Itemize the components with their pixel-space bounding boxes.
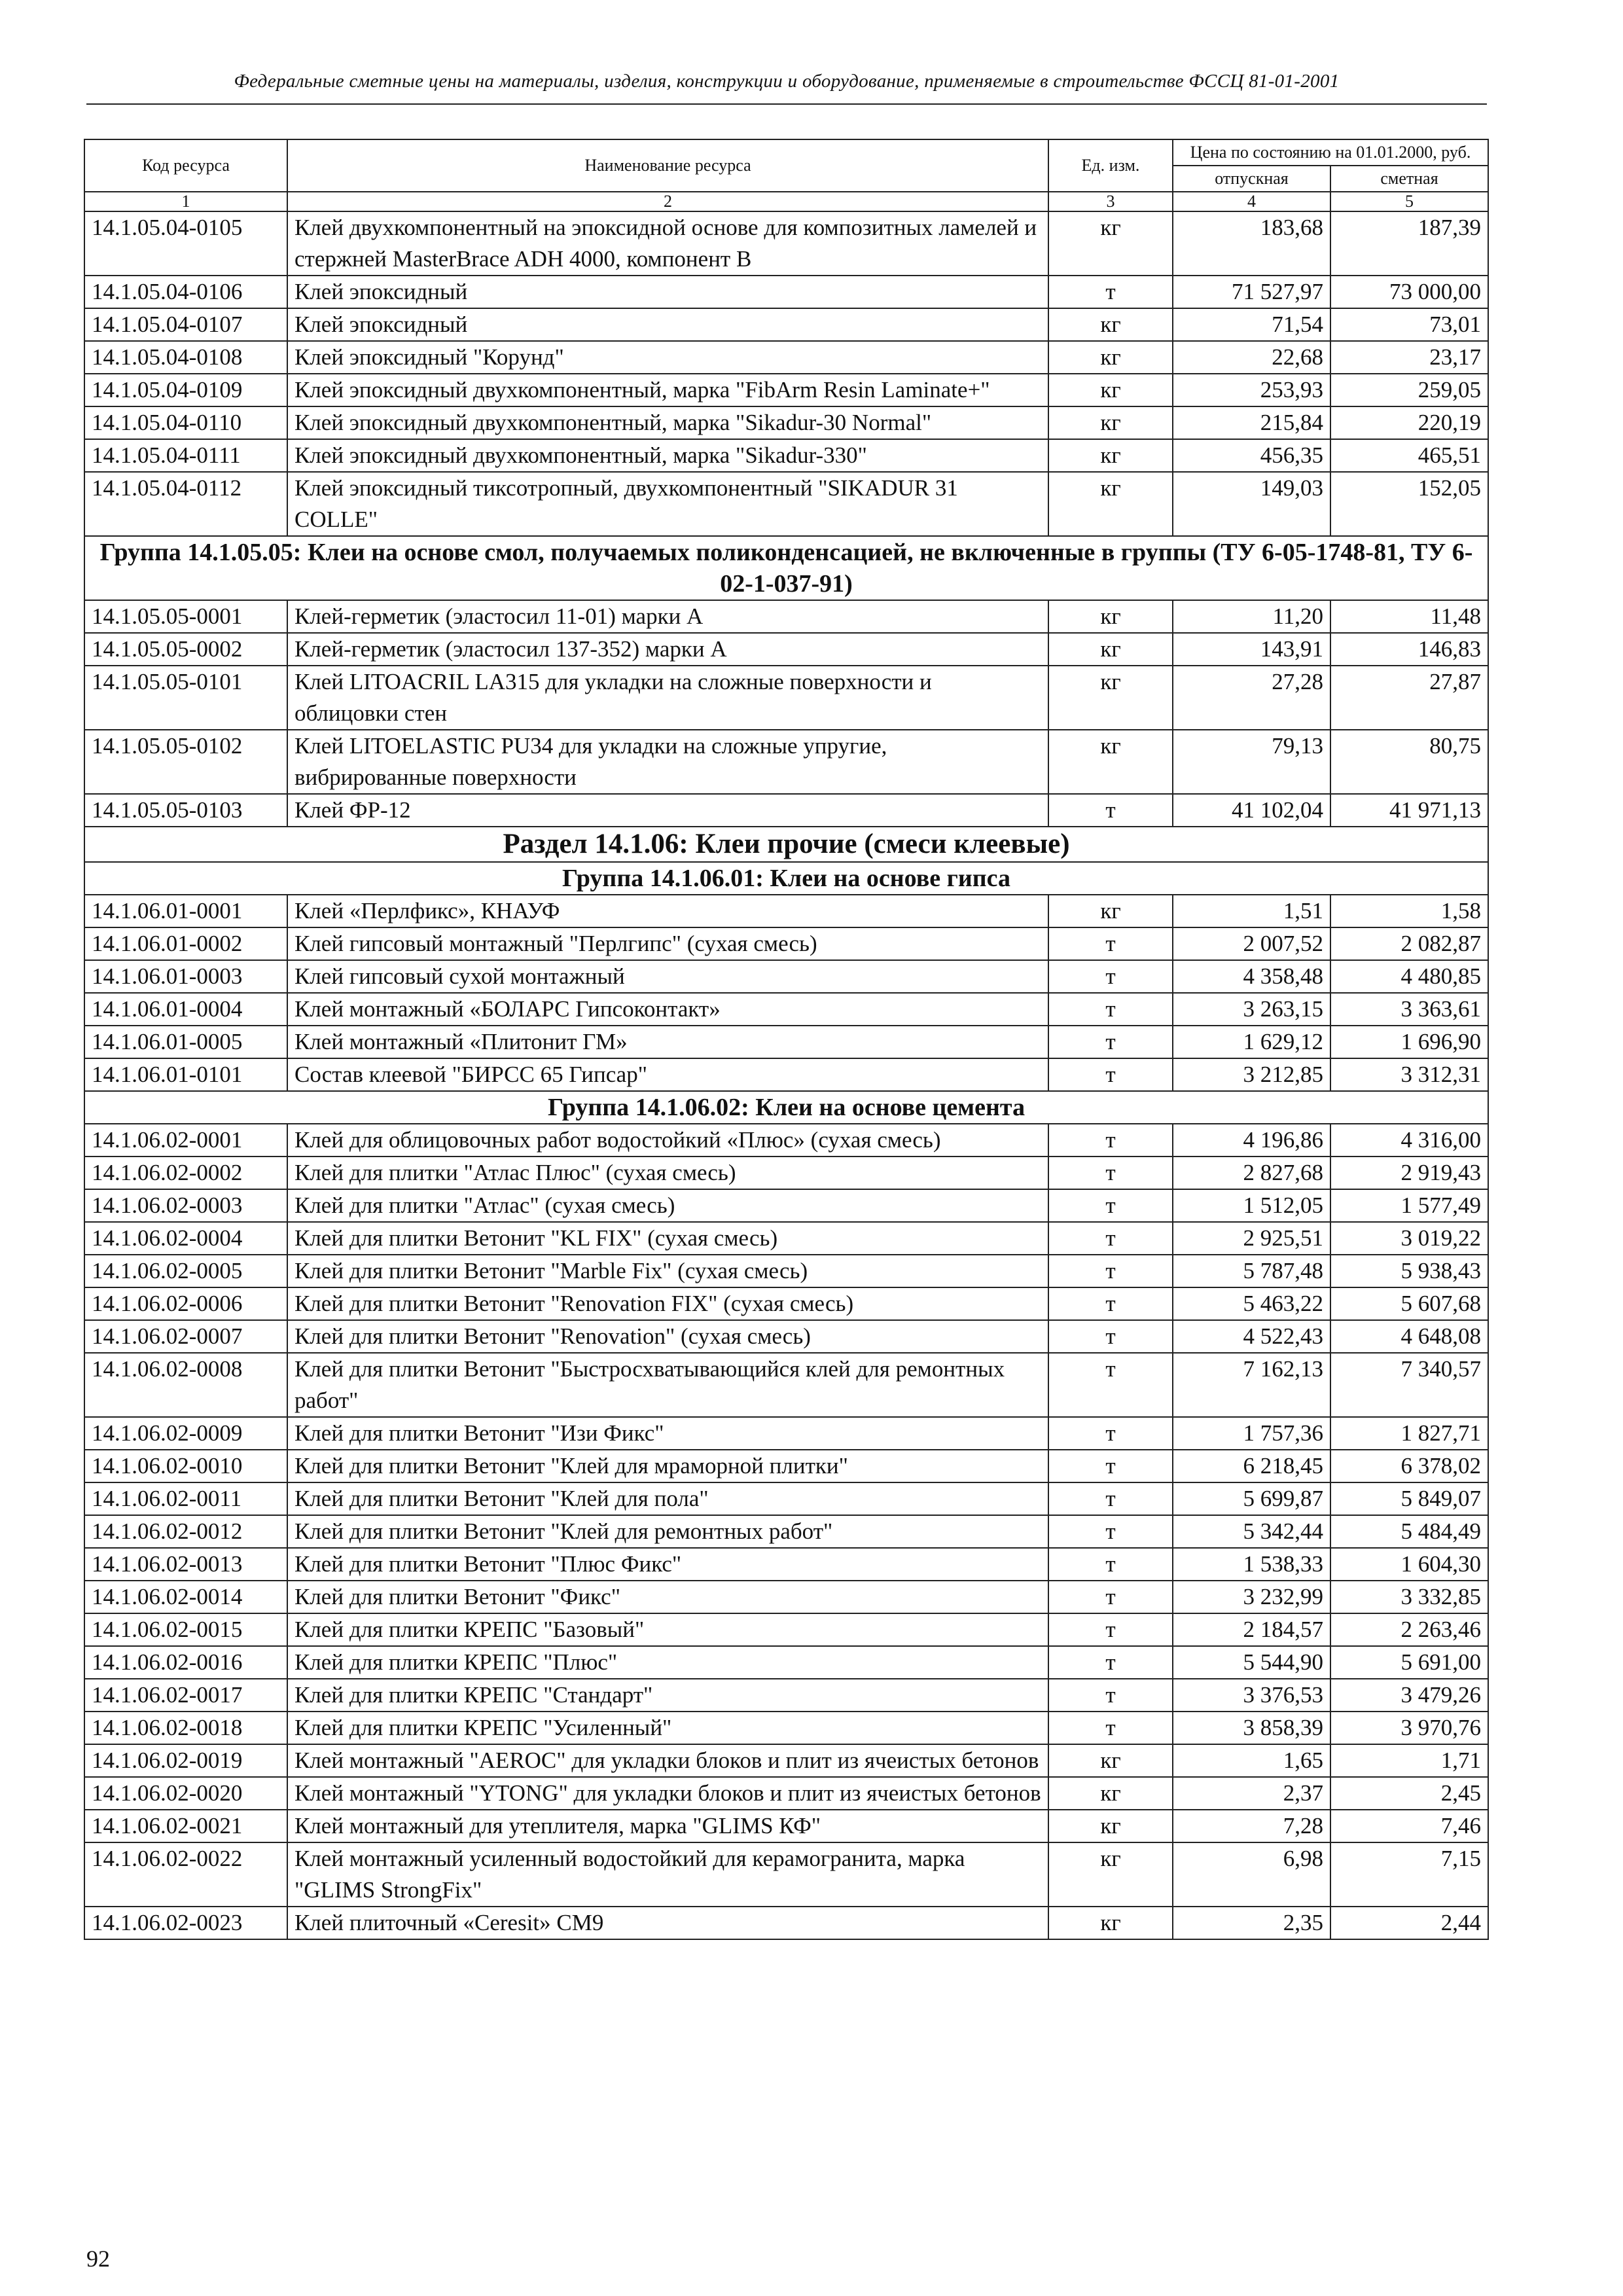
cell-name: Клей для плитки Ветонит "Renovation" (сухая смесь) bbox=[287, 1320, 1048, 1353]
table-row bbox=[84, 730, 1488, 794]
cell-code: 14.1.06.02-0005 bbox=[84, 1255, 287, 1287]
cell-price-estimate: 3 479,26 bbox=[1330, 1679, 1488, 1712]
cell-name: Клей гипсовый монтажный "Перлгипс" (сухая смесь) bbox=[287, 927, 1048, 960]
cell-name: Клей плиточный «Ceresit» CM9 bbox=[287, 1907, 1048, 1939]
cell-price-release: 2 007,52 bbox=[1173, 927, 1330, 960]
cell-code: 14.1.06.02-0006 bbox=[84, 1287, 287, 1320]
cell-unit: т bbox=[1048, 1189, 1173, 1222]
table-row bbox=[84, 1548, 1488, 1581]
cell-name: Клей монтажный усиленный водостойкий для керамогранита, марка "GLIMS StrongFix" bbox=[287, 1842, 1048, 1907]
cell-unit: т bbox=[1048, 1581, 1173, 1613]
cell-unit: т bbox=[1048, 1417, 1173, 1450]
cell-unit: т bbox=[1048, 794, 1173, 827]
cell-price-release: 71,54 bbox=[1173, 308, 1330, 341]
table-row bbox=[84, 960, 1488, 993]
cell-price-release: 3 263,15 bbox=[1173, 993, 1330, 1026]
cell-name: Клей для облицовочных работ водостойкий «Плюс» (сухая смесь) bbox=[287, 1124, 1048, 1157]
cell-price-release: 22,68 bbox=[1173, 341, 1330, 374]
cell-price-release: 5 463,22 bbox=[1173, 1287, 1330, 1320]
cell-name: Клей монтажный «Плитонит ГМ» bbox=[287, 1026, 1048, 1058]
table-row bbox=[84, 1744, 1488, 1777]
cell-price-release: 1,51 bbox=[1173, 895, 1330, 927]
cell-unit: т bbox=[1048, 1026, 1173, 1058]
cell-code: 14.1.06.02-0001 bbox=[84, 1124, 287, 1157]
cell-unit: кг bbox=[1048, 730, 1173, 794]
cell-price-release: 5 699,87 bbox=[1173, 1482, 1330, 1515]
page-header: Федеральные сметные цены на материалы, изделия, конструкции и оборудование, применяемые в строительстве ФССЦ 81-01-2001 bbox=[234, 71, 1340, 92]
cell-price-release: 27,28 bbox=[1173, 666, 1330, 730]
cell-price-release: 4 358,48 bbox=[1173, 960, 1330, 993]
header-divider bbox=[86, 103, 1487, 105]
cell-price-estimate: 1,58 bbox=[1330, 895, 1488, 927]
table-row bbox=[84, 1157, 1488, 1189]
cell-unit: кг bbox=[1048, 1744, 1173, 1777]
cell-price-estimate: 1,71 bbox=[1330, 1744, 1488, 1777]
cell-name: Клей для плитки КРЕПС "Базовый" bbox=[287, 1613, 1048, 1646]
cell-price-release: 3 232,99 bbox=[1173, 1581, 1330, 1613]
table-row bbox=[84, 927, 1488, 960]
table-row bbox=[84, 374, 1488, 406]
cell-name: Клей «Перлфикс», КНАУФ bbox=[287, 895, 1048, 927]
col-header-price-group: Цена по состоянию на 01.01.2000, руб. bbox=[1173, 139, 1488, 166]
cell-unit: т bbox=[1048, 1255, 1173, 1287]
table-row bbox=[84, 1810, 1488, 1842]
cell-code: 14.1.06.02-0010 bbox=[84, 1450, 287, 1482]
group-heading: Группа 14.1.05.05: Клеи на основе смол, получаемых поликонденсацией, не включенные в группы (ТУ 6-05-1748-81, ТУ 6-02-1-037-91) bbox=[84, 536, 1488, 600]
cell-price-estimate: 5 484,49 bbox=[1330, 1515, 1488, 1548]
table-row bbox=[84, 341, 1488, 374]
cell-unit: т bbox=[1048, 1320, 1173, 1353]
cell-name: Клей для плитки Ветонит "KL FIX" (сухая смесь) bbox=[287, 1222, 1048, 1255]
cell-unit: кг bbox=[1048, 1777, 1173, 1810]
cell-price-estimate: 4 648,08 bbox=[1330, 1320, 1488, 1353]
cell-unit: кг bbox=[1048, 341, 1173, 374]
cell-code: 14.1.06.02-0019 bbox=[84, 1744, 287, 1777]
cell-code: 14.1.05.05-0102 bbox=[84, 730, 287, 794]
cell-name: Клей двухкомпонентный на эпоксидной основе для композитных ламелей и стержней MasterBrace ADH 4000, компонент В bbox=[287, 211, 1048, 276]
cell-unit: кг bbox=[1048, 1810, 1173, 1842]
cell-code: 14.1.05.05-0002 bbox=[84, 633, 287, 666]
cell-name: Клей для плитки Ветонит "Изи Фикс" bbox=[287, 1417, 1048, 1450]
cell-unit: кг bbox=[1048, 472, 1173, 536]
cell-price-estimate: 187,39 bbox=[1330, 211, 1488, 276]
cell-name: Клей для плитки КРЕПС "Стандарт" bbox=[287, 1679, 1048, 1712]
cell-code: 14.1.06.02-0020 bbox=[84, 1777, 287, 1810]
cell-price-release: 6 218,45 bbox=[1173, 1450, 1330, 1482]
cell-price-estimate: 5 691,00 bbox=[1330, 1646, 1488, 1679]
cell-code: 14.1.05.04-0108 bbox=[84, 341, 287, 374]
cell-unit: кг bbox=[1048, 600, 1173, 633]
cell-unit: кг bbox=[1048, 1842, 1173, 1907]
table-row bbox=[84, 1515, 1488, 1548]
cell-price-estimate: 5 938,43 bbox=[1330, 1255, 1488, 1287]
cell-code: 14.1.06.02-0009 bbox=[84, 1417, 287, 1450]
cell-name: Клей эпоксидный bbox=[287, 276, 1048, 308]
cell-unit: т bbox=[1048, 1482, 1173, 1515]
cell-price-release: 71 527,97 bbox=[1173, 276, 1330, 308]
col-header-price-estimate: сметная bbox=[1330, 166, 1488, 192]
cell-price-estimate: 152,05 bbox=[1330, 472, 1488, 536]
cell-price-estimate: 41 971,13 bbox=[1330, 794, 1488, 827]
cell-name: Клей эпоксидный bbox=[287, 308, 1048, 341]
cell-name: Клей для плитки Ветонит "Клей для мраморной плитки" bbox=[287, 1450, 1048, 1482]
cell-code: 14.1.05.05-0103 bbox=[84, 794, 287, 827]
table-row bbox=[84, 633, 1488, 666]
table-row bbox=[84, 1255, 1488, 1287]
cell-code: 14.1.06.01-0002 bbox=[84, 927, 287, 960]
cell-price-estimate: 3 332,85 bbox=[1330, 1581, 1488, 1613]
group-heading: Группа 14.1.06.01: Клеи на основе гипса bbox=[84, 862, 1488, 895]
cell-price-estimate: 73,01 bbox=[1330, 308, 1488, 341]
cell-name: Клей для плитки Ветонит "Клей для пола" bbox=[287, 1482, 1048, 1515]
table-row bbox=[84, 1353, 1488, 1417]
table-row bbox=[84, 1058, 1488, 1091]
cell-price-release: 149,03 bbox=[1173, 472, 1330, 536]
table-row bbox=[84, 439, 1488, 472]
cell-price-release: 7 162,13 bbox=[1173, 1353, 1330, 1417]
table-row bbox=[84, 1320, 1488, 1353]
col-number: 1 bbox=[84, 192, 287, 211]
cell-code: 14.1.06.02-0002 bbox=[84, 1157, 287, 1189]
cell-unit: т bbox=[1048, 993, 1173, 1026]
cell-price-estimate: 5 607,68 bbox=[1330, 1287, 1488, 1320]
cell-unit: т bbox=[1048, 1353, 1173, 1417]
cell-price-release: 1 512,05 bbox=[1173, 1189, 1330, 1222]
col-header-price-release: отпускная bbox=[1173, 166, 1330, 192]
cell-price-release: 2 827,68 bbox=[1173, 1157, 1330, 1189]
cell-price-release: 3 376,53 bbox=[1173, 1679, 1330, 1712]
table-row bbox=[84, 1026, 1488, 1058]
cell-name: Клей эпоксидный двухкомпонентный, марка "FibArm Resin Laminate+" bbox=[287, 374, 1048, 406]
cell-price-estimate: 2 263,46 bbox=[1330, 1613, 1488, 1646]
cell-unit: кг bbox=[1048, 633, 1173, 666]
cell-price-release: 1,65 bbox=[1173, 1744, 1330, 1777]
cell-unit: т bbox=[1048, 927, 1173, 960]
cell-price-release: 1 629,12 bbox=[1173, 1026, 1330, 1058]
cell-price-release: 4 196,86 bbox=[1173, 1124, 1330, 1157]
cell-name: Клей для плитки Ветонит "Быстросхватывающийся клей для ремонтных работ" bbox=[287, 1353, 1048, 1417]
cell-code: 14.1.06.02-0017 bbox=[84, 1679, 287, 1712]
cell-price-estimate: 4 316,00 bbox=[1330, 1124, 1488, 1157]
col-number: 2 bbox=[287, 192, 1048, 211]
cell-code: 14.1.06.02-0012 bbox=[84, 1515, 287, 1548]
section-row bbox=[84, 827, 1488, 862]
cell-price-estimate: 80,75 bbox=[1330, 730, 1488, 794]
cell-name: Клей для плитки "Атлас" (сухая смесь) bbox=[287, 1189, 1048, 1222]
table-row bbox=[84, 1287, 1488, 1320]
cell-code: 14.1.06.02-0013 bbox=[84, 1548, 287, 1581]
cell-code: 14.1.06.01-0004 bbox=[84, 993, 287, 1026]
cell-price-estimate: 1 827,71 bbox=[1330, 1417, 1488, 1450]
cell-price-release: 2,35 bbox=[1173, 1907, 1330, 1939]
cell-name: Клей для плитки Ветонит "Marble Fix" (сухая смесь) bbox=[287, 1255, 1048, 1287]
col-number: 5 bbox=[1330, 192, 1488, 211]
col-header-unit: Ед. изм. bbox=[1048, 139, 1173, 192]
cell-code: 14.1.05.04-0112 bbox=[84, 472, 287, 536]
table-row bbox=[84, 600, 1488, 633]
cell-name: Клей для плитки Ветонит "Renovation FIX" (сухая смесь) bbox=[287, 1287, 1048, 1320]
table-row bbox=[84, 794, 1488, 827]
section-heading: Раздел 14.1.06: Клеи прочие (смеси клеевые) bbox=[84, 827, 1488, 862]
table-row bbox=[84, 1842, 1488, 1907]
cell-price-release: 1 757,36 bbox=[1173, 1417, 1330, 1450]
table-row bbox=[84, 993, 1488, 1026]
table-row bbox=[84, 1189, 1488, 1222]
table-row bbox=[84, 1613, 1488, 1646]
price-table bbox=[84, 139, 1489, 1940]
cell-unit: кг bbox=[1048, 211, 1173, 276]
cell-price-estimate: 1 696,90 bbox=[1330, 1026, 1488, 1058]
cell-code: 14.1.06.02-0014 bbox=[84, 1581, 287, 1613]
cell-name: Клей для плитки Ветонит "Плюс Фикс" bbox=[287, 1548, 1048, 1581]
cell-price-estimate: 27,87 bbox=[1330, 666, 1488, 730]
cell-unit: кг bbox=[1048, 406, 1173, 439]
table-row bbox=[84, 1907, 1488, 1939]
cell-name: Клей-герметик (эластосил 11-01) марки А bbox=[287, 600, 1048, 633]
cell-code: 14.1.06.01-0005 bbox=[84, 1026, 287, 1058]
col-number: 3 bbox=[1048, 192, 1173, 211]
col-header-name: Наименование ресурса bbox=[287, 139, 1048, 192]
col-header-code: Код ресурса bbox=[84, 139, 287, 192]
cell-code: 14.1.06.02-0023 bbox=[84, 1907, 287, 1939]
table-row bbox=[84, 666, 1488, 730]
cell-code: 14.1.06.02-0011 bbox=[84, 1482, 287, 1515]
table-row bbox=[84, 308, 1488, 341]
cell-unit: т bbox=[1048, 1124, 1173, 1157]
cell-unit: кг bbox=[1048, 895, 1173, 927]
cell-price-release: 2,37 bbox=[1173, 1777, 1330, 1810]
cell-price-estimate: 7 340,57 bbox=[1330, 1353, 1488, 1417]
cell-price-release: 5 342,44 bbox=[1173, 1515, 1330, 1548]
cell-code: 14.1.05.04-0110 bbox=[84, 406, 287, 439]
cell-unit: т bbox=[1048, 960, 1173, 993]
cell-price-estimate: 7,46 bbox=[1330, 1810, 1488, 1842]
cell-price-release: 456,35 bbox=[1173, 439, 1330, 472]
cell-unit: т bbox=[1048, 1222, 1173, 1255]
cell-price-estimate: 7,15 bbox=[1330, 1842, 1488, 1907]
cell-price-estimate: 3 019,22 bbox=[1330, 1222, 1488, 1255]
cell-unit: т bbox=[1048, 1646, 1173, 1679]
cell-unit: т bbox=[1048, 1679, 1173, 1712]
cell-name: Клей LITOACRIL LA315 для укладки на сложные поверхности и облицовки стен bbox=[287, 666, 1048, 730]
cell-price-estimate: 146,83 bbox=[1330, 633, 1488, 666]
group-row bbox=[84, 862, 1488, 895]
cell-code: 14.1.05.05-0101 bbox=[84, 666, 287, 730]
table-row bbox=[84, 472, 1488, 536]
cell-code: 14.1.05.04-0111 bbox=[84, 439, 287, 472]
cell-name: Состав клеевой "БИРСС 65 Гипсар" bbox=[287, 1058, 1048, 1091]
cell-price-estimate: 259,05 bbox=[1330, 374, 1488, 406]
cell-name: Клей эпоксидный двухкомпонентный, марка "Sikadur-330" bbox=[287, 439, 1048, 472]
cell-price-release: 183,68 bbox=[1173, 211, 1330, 276]
cell-name: Клей для плитки КРЕПС "Плюс" bbox=[287, 1646, 1048, 1679]
cell-price-estimate: 3 970,76 bbox=[1330, 1712, 1488, 1744]
col-number: 4 bbox=[1173, 192, 1330, 211]
cell-unit: кг bbox=[1048, 666, 1173, 730]
group-row bbox=[84, 536, 1488, 600]
table-row bbox=[84, 1482, 1488, 1515]
cell-price-estimate: 5 849,07 bbox=[1330, 1482, 1488, 1515]
cell-price-release: 215,84 bbox=[1173, 406, 1330, 439]
cell-price-estimate: 220,19 bbox=[1330, 406, 1488, 439]
cell-unit: т bbox=[1048, 1287, 1173, 1320]
cell-price-estimate: 4 480,85 bbox=[1330, 960, 1488, 993]
cell-code: 14.1.06.02-0016 bbox=[84, 1646, 287, 1679]
cell-price-release: 5 544,90 bbox=[1173, 1646, 1330, 1679]
cell-price-release: 253,93 bbox=[1173, 374, 1330, 406]
group-heading: Группа 14.1.06.02: Клеи на основе цемента bbox=[84, 1091, 1488, 1124]
cell-price-estimate: 2 919,43 bbox=[1330, 1157, 1488, 1189]
table-row bbox=[84, 406, 1488, 439]
cell-price-estimate: 23,17 bbox=[1330, 341, 1488, 374]
cell-unit: т bbox=[1048, 1515, 1173, 1548]
cell-code: 14.1.05.05-0001 bbox=[84, 600, 287, 633]
cell-code: 14.1.06.01-0101 bbox=[84, 1058, 287, 1091]
cell-price-release: 1 538,33 bbox=[1173, 1548, 1330, 1581]
cell-unit: кг bbox=[1048, 308, 1173, 341]
cell-name: Клей ФР-12 bbox=[287, 794, 1048, 827]
cell-price-release: 5 787,48 bbox=[1173, 1255, 1330, 1287]
cell-price-estimate: 1 604,30 bbox=[1330, 1548, 1488, 1581]
cell-code: 14.1.05.04-0107 bbox=[84, 308, 287, 341]
cell-unit: т bbox=[1048, 1548, 1173, 1581]
cell-price-estimate: 2,44 bbox=[1330, 1907, 1488, 1939]
table-row bbox=[84, 1712, 1488, 1744]
cell-name: Клей монтажный «БОЛАРС Гипсоконтакт» bbox=[287, 993, 1048, 1026]
cell-price-release: 41 102,04 bbox=[1173, 794, 1330, 827]
cell-name: Клей монтажный для утеплителя, марка "GLIMS КФ" bbox=[287, 1810, 1048, 1842]
cell-price-release: 2 925,51 bbox=[1173, 1222, 1330, 1255]
cell-price-release: 4 522,43 bbox=[1173, 1320, 1330, 1353]
cell-price-estimate: 3 312,31 bbox=[1330, 1058, 1488, 1091]
cell-name: Клей монтажный "YTONG" для укладки блоков и плит из ячеистых бетонов bbox=[287, 1777, 1048, 1810]
cell-price-release: 6,98 bbox=[1173, 1842, 1330, 1907]
table-row bbox=[84, 895, 1488, 927]
cell-unit: т bbox=[1048, 1712, 1173, 1744]
cell-price-release: 2 184,57 bbox=[1173, 1613, 1330, 1646]
table-header bbox=[84, 139, 1488, 211]
table-row bbox=[84, 211, 1488, 276]
cell-code: 14.1.05.04-0109 bbox=[84, 374, 287, 406]
cell-price-estimate: 11,48 bbox=[1330, 600, 1488, 633]
cell-price-estimate: 73 000,00 bbox=[1330, 276, 1488, 308]
table-row bbox=[84, 1679, 1488, 1712]
cell-code: 14.1.06.02-0021 bbox=[84, 1810, 287, 1842]
cell-name: Клей эпоксидный двухкомпонентный, марка "Sikadur-30 Normal" bbox=[287, 406, 1048, 439]
cell-name: Клей монтажный "AEROC" для укладки блоков и плит из ячеистых бетонов bbox=[287, 1744, 1048, 1777]
table-row bbox=[84, 1646, 1488, 1679]
cell-price-release: 3 858,39 bbox=[1173, 1712, 1330, 1744]
cell-code: 14.1.06.02-0003 bbox=[84, 1189, 287, 1222]
cell-name: Клей-герметик (эластосил 137-352) марки А bbox=[287, 633, 1048, 666]
cell-unit: т bbox=[1048, 276, 1173, 308]
cell-code: 14.1.06.02-0022 bbox=[84, 1842, 287, 1907]
cell-unit: кг bbox=[1048, 374, 1173, 406]
cell-unit: т bbox=[1048, 1450, 1173, 1482]
cell-price-estimate: 3 363,61 bbox=[1330, 993, 1488, 1026]
cell-unit: т bbox=[1048, 1157, 1173, 1189]
cell-code: 14.1.05.04-0105 bbox=[84, 211, 287, 276]
cell-name: Клей эпоксидный "Корунд" bbox=[287, 341, 1048, 374]
cell-name: Клей LITOELASTIC PU34 для укладки на сложные упругие, вибрированные поверхности bbox=[287, 730, 1048, 794]
cell-code: 14.1.06.02-0004 bbox=[84, 1222, 287, 1255]
cell-name: Клей для плитки "Атлас Плюс" (сухая смесь) bbox=[287, 1157, 1048, 1189]
cell-code: 14.1.06.02-0008 bbox=[84, 1353, 287, 1417]
table-row bbox=[84, 1124, 1488, 1157]
cell-name: Клей эпоксидный тиксотропный, двухкомпонентный "SIKADUR 31 COLLE" bbox=[287, 472, 1048, 536]
table-row bbox=[84, 1777, 1488, 1810]
table-row bbox=[84, 1222, 1488, 1255]
cell-price-release: 7,28 bbox=[1173, 1810, 1330, 1842]
cell-name: Клей для плитки КРЕПС "Усиленный" bbox=[287, 1712, 1048, 1744]
cell-price-release: 79,13 bbox=[1173, 730, 1330, 794]
cell-unit: т bbox=[1048, 1613, 1173, 1646]
cell-code: 14.1.06.02-0015 bbox=[84, 1613, 287, 1646]
cell-price-release: 3 212,85 bbox=[1173, 1058, 1330, 1091]
cell-price-estimate: 1 577,49 bbox=[1330, 1189, 1488, 1222]
cell-price-estimate: 2 082,87 bbox=[1330, 927, 1488, 960]
cell-unit: т bbox=[1048, 1058, 1173, 1091]
cell-name: Клей для плитки Ветонит "Клей для ремонтных работ" bbox=[287, 1515, 1048, 1548]
cell-name: Клей гипсовый сухой монтажный bbox=[287, 960, 1048, 993]
table-body bbox=[84, 211, 1488, 1939]
cell-unit: кг bbox=[1048, 439, 1173, 472]
cell-code: 14.1.06.01-0003 bbox=[84, 960, 287, 993]
cell-code: 14.1.06.02-0018 bbox=[84, 1712, 287, 1744]
cell-price-estimate: 6 378,02 bbox=[1330, 1450, 1488, 1482]
group-row bbox=[84, 1091, 1488, 1124]
cell-unit: кг bbox=[1048, 1907, 1173, 1939]
cell-price-estimate: 2,45 bbox=[1330, 1777, 1488, 1810]
cell-code: 14.1.06.02-0007 bbox=[84, 1320, 287, 1353]
table-row bbox=[84, 276, 1488, 308]
cell-name: Клей для плитки Ветонит "Фикс" bbox=[287, 1581, 1048, 1613]
page-number: 92 bbox=[86, 2246, 110, 2272]
cell-price-release: 143,91 bbox=[1173, 633, 1330, 666]
cell-code: 14.1.05.04-0106 bbox=[84, 276, 287, 308]
cell-price-estimate: 465,51 bbox=[1330, 439, 1488, 472]
table-row bbox=[84, 1581, 1488, 1613]
table-row bbox=[84, 1450, 1488, 1482]
cell-code: 14.1.06.01-0001 bbox=[84, 895, 287, 927]
table-row bbox=[84, 1417, 1488, 1450]
cell-price-release: 11,20 bbox=[1173, 600, 1330, 633]
